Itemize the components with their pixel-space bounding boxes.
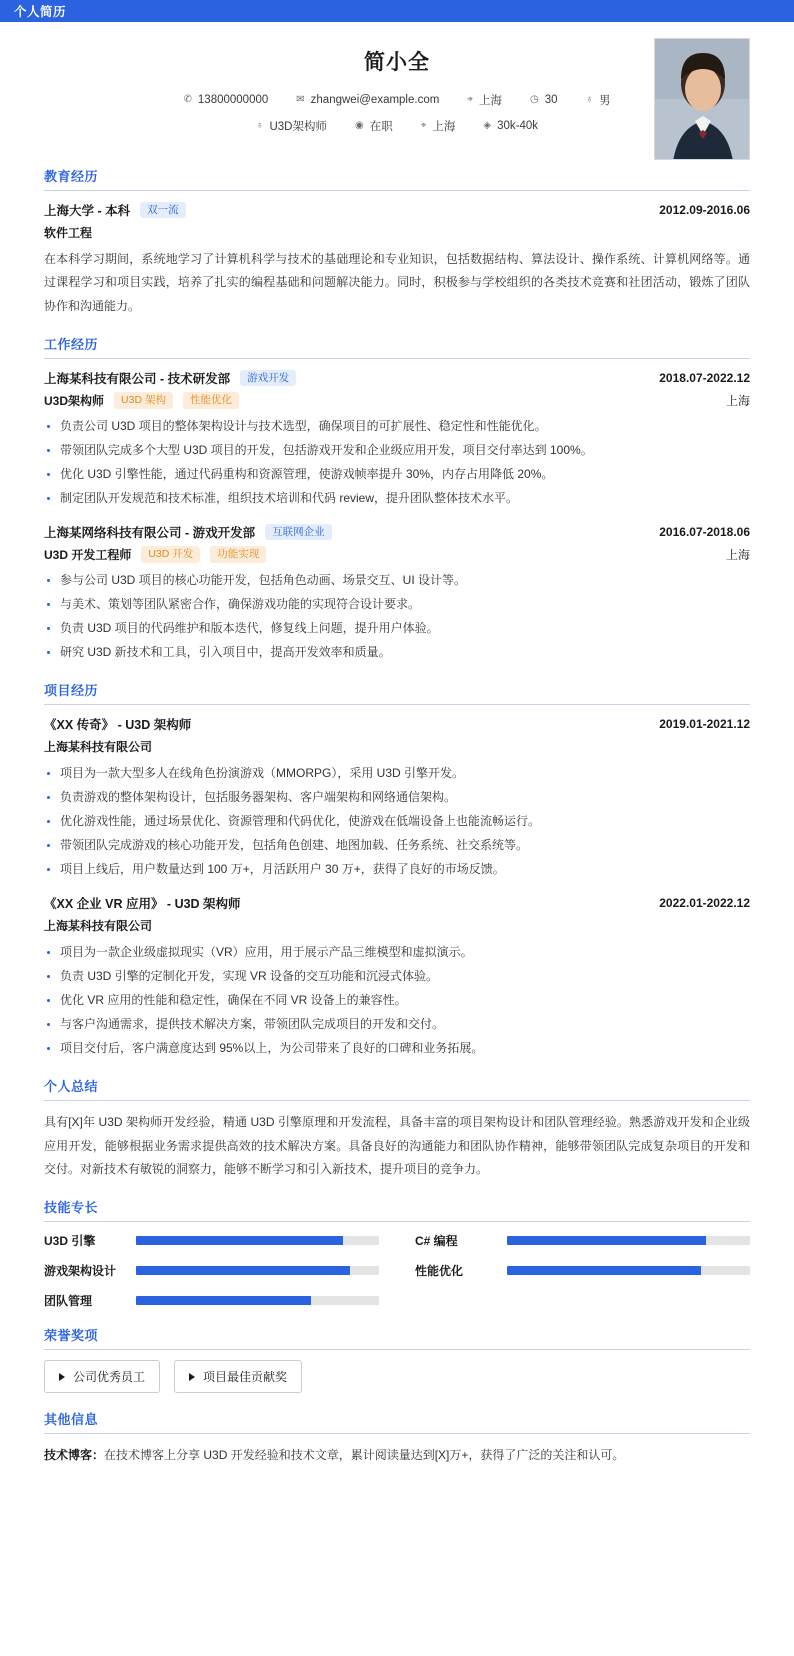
list-item: • 优化 VR 应用的性能和稳定性，确保在不同 VR 设备上的兼容性。 <box>60 988 750 1012</box>
work-role-line <box>44 392 750 409</box>
list-item: • 负责 U3D 引擎的定制化开发，实现 VR 设备的交互功能和沉浸式体验。 <box>60 964 750 988</box>
list-item: • 带领团队完成游戏的核心功能开发，包括角色创建、地图加载、任务系统、社交系统等。 <box>60 833 750 857</box>
contact-row <box>44 92 750 108</box>
project-name: 《XX 企业 VR 应用》 - U3D 架构师 <box>44 897 241 912</box>
skill-bar <box>507 1236 750 1245</box>
section-title-projects: 项目经历 <box>44 680 750 705</box>
job-title <box>256 118 327 134</box>
job-status <box>355 118 393 134</box>
contact-gender <box>585 92 610 108</box>
skill-item <box>44 1292 379 1309</box>
job-city-value: 上海 <box>432 121 456 133</box>
section-other <box>44 1409 750 1467</box>
project-bullets <box>44 940 750 1060</box>
work-tag: 游戏开发 <box>240 370 296 387</box>
contact-phone <box>184 94 269 106</box>
job-meta-row <box>44 118 750 134</box>
awards-list <box>44 1360 750 1393</box>
work-role: U3D 开发工程师 <box>44 548 132 563</box>
list-item: • 带领团队完成多个大型 U3D 项目的开发，包括游戏开发和企业级应用开发，项目交付率达到 100%。 <box>60 438 750 462</box>
work-role-tag-1: U3D 开发 <box>141 546 200 563</box>
skill-bar <box>136 1296 379 1305</box>
education-major: 软件工程 <box>44 226 93 240</box>
avatar <box>654 38 750 160</box>
project-bullets <box>44 761 750 881</box>
section-work <box>44 334 750 664</box>
project-item-head <box>44 894 750 912</box>
work-role-tag-2: 性能优化 <box>183 392 239 409</box>
education-date: 2012.09-2016.06 <box>659 203 750 217</box>
work-item <box>44 369 750 510</box>
work-org-wrap <box>44 523 332 541</box>
contact-age-value: 30 <box>544 94 558 106</box>
location-icon: ⌖ <box>467 94 473 105</box>
skill-label: C# 编程 <box>415 1234 458 1249</box>
work-city: 上海 <box>725 548 750 563</box>
job-city <box>421 118 456 134</box>
work-role-wrap <box>44 546 266 563</box>
play-triangle-icon <box>189 1373 195 1381</box>
list-item: • 参与公司 U3D 项目的核心功能开发，包括角色动画、场景交互、UI 设计等。 <box>60 568 750 592</box>
age-icon: ◷ <box>529 94 539 105</box>
list-item: • 与客户沟通需求，提供技术解决方案，带领团队完成项目的开发和交付。 <box>60 1012 750 1036</box>
skill-label: 性能优化 <box>415 1264 464 1279</box>
phone-icon: ✆ <box>183 94 192 105</box>
work-tag: 互联网企业 <box>265 524 332 541</box>
skill-label: U3D 引擎 <box>44 1234 96 1249</box>
education-item-head <box>44 201 750 219</box>
resume-header <box>44 22 750 150</box>
job-salary-value: 30k-40k <box>497 120 538 132</box>
list-item: • 与美术、策划等团队紧密合作，确保游戏功能的实现符合设计要求。 <box>60 592 750 616</box>
project-item-head <box>44 715 750 733</box>
work-city: 上海 <box>725 394 750 409</box>
skill-bar <box>507 1266 750 1275</box>
summary-text: 具有[X]年 U3D 架构师开发经验，精通 U3D 引擎原理和开发流程，具备丰富的项目架构设计和团队管理经验。熟悉游戏开发和企业级应用开发，能够根据业务需求提供高效的技术解决方案。具备良好的沟通能力和团队协作精神，能够带领团队完成复杂项目的开发和交付。对新技术有敏锐的洞察力，能够不断学习和引入新技术，提升项目的竞争力。 <box>44 1115 750 1176</box>
play-triangle-icon <box>59 1373 65 1381</box>
list-item: • 制定团队开发规范和技术标准，组织技术培训和代码 review，提升团队整体技术水平。 <box>60 486 750 510</box>
portrait-photo <box>655 39 750 160</box>
project-item <box>44 894 750 1060</box>
list-item: • 项目为一款企业级虚拟现实（VR）应用，用于展示产品三维模型和虚拟演示。 <box>60 940 750 964</box>
skill-item <box>44 1262 379 1279</box>
education-tag: 双一流 <box>140 202 186 219</box>
list-item: • 负责公司 U3D 项目的整体架构设计与技术选型，确保项目的可扩展性、稳定性和性能优化。 <box>60 414 750 438</box>
contact-email <box>296 94 439 106</box>
window-title-bar <box>0 0 794 22</box>
award-item <box>174 1360 302 1393</box>
resume-page <box>0 22 794 1487</box>
section-summary <box>44 1076 750 1181</box>
work-role-line <box>44 546 750 563</box>
skill-item <box>415 1232 750 1249</box>
page-title: 简小全 <box>364 51 430 74</box>
section-projects <box>44 680 750 1060</box>
work-item-head <box>44 369 750 387</box>
job-status-value: 在职 <box>369 121 393 133</box>
skill-bar <box>136 1236 379 1245</box>
gender-icon: ♁ <box>585 94 593 105</box>
list-item: • 优化 U3D 引擎性能，通过代码重构和资源管理，使游戏帧率提升 30%，内存占用降低 20%。 <box>60 462 750 486</box>
list-item: • 研究 U3D 新技术和工具，引入项目中，提高开发效率和质量。 <box>60 640 750 664</box>
skill-bar <box>136 1266 379 1275</box>
work-bullets <box>44 414 750 510</box>
award-item <box>44 1360 160 1393</box>
work-bullets <box>44 568 750 664</box>
project-company: 上海某科技有限公司 <box>44 740 153 755</box>
list-item: • 优化游戏性能，通过场景优化、资源管理和代码优化，使游戏在低端设备上也能流畅运行。 <box>60 809 750 833</box>
work-role-tag-1: U3D 架构 <box>114 392 173 409</box>
section-title-skills: 技能专长 <box>44 1197 750 1222</box>
education-org-wrap <box>44 201 186 219</box>
contact-location <box>467 92 502 108</box>
work-role-wrap <box>44 392 239 409</box>
briefcase-icon: ♁ <box>255 120 264 131</box>
other-info-line <box>44 1444 750 1467</box>
section-title-awards: 荣誉奖项 <box>44 1325 750 1350</box>
work-org: 上海某科技有限公司 - 技术研发部 <box>44 372 231 387</box>
list-item: • 项目交付后，客户满意度达到 95%以上，为公司带来了良好的口碑和业务拓展。 <box>60 1036 750 1060</box>
work-role-tag-2: 功能实现 <box>210 546 266 563</box>
list-item: • 负责游戏的整体架构设计，包括服务器架构、客户端架构和网络通信架构。 <box>60 785 750 809</box>
work-item <box>44 523 750 664</box>
skill-item <box>44 1232 379 1249</box>
section-awards <box>44 1325 750 1393</box>
project-date: 2019.01-2021.12 <box>659 717 750 732</box>
contact-age <box>530 94 558 106</box>
work-item-head <box>44 523 750 541</box>
award-label: 项目最佳贡献奖 <box>203 1370 288 1385</box>
window-title: 个人简历 <box>14 5 67 19</box>
skill-item <box>415 1262 750 1279</box>
section-title-other: 其他信息 <box>44 1409 750 1434</box>
education-item <box>44 201 750 318</box>
mail-icon: ✉ <box>296 94 305 105</box>
other-info-label: 技术博客： <box>44 1448 105 1463</box>
project-date: 2022.01-2022.12 <box>659 896 750 911</box>
contact-phone-value: 13800000000 <box>197 94 269 106</box>
list-item: • 项目上线后，用户数量达到 100 万+，月活跃用户 30 万+，获得了良好的市场反馈。 <box>60 857 750 881</box>
section-title-education: 教育经历 <box>44 166 750 191</box>
contact-email-value: zhangwei@example.com <box>310 94 440 106</box>
skill-label: 游戏架构设计 <box>44 1264 117 1279</box>
section-skills <box>44 1197 750 1309</box>
skill-label: 团队管理 <box>44 1294 93 1309</box>
list-item: • 项目为一款大型多人在线角色扮演游戏（MMORPG），采用 U3D 引擎开发。 <box>60 761 750 785</box>
job-salary <box>483 120 538 132</box>
section-education <box>44 166 750 318</box>
other-info-text: 在技术博客上分享 U3D 开发经验和技术文章，累计阅读量达到[X]万+，获得了广泛的关注和认可。 <box>104 1448 625 1463</box>
work-date: 2018.07-2022.12 <box>659 371 750 386</box>
city-icon: ⌖ <box>420 120 427 131</box>
work-role: U3D架构师 <box>44 394 105 409</box>
work-date: 2016.07-2018.06 <box>659 525 750 540</box>
project-name: 《XX 传奇》 - U3D 架构师 <box>44 718 192 733</box>
education-org: 上海大学 - 本科 <box>44 204 131 218</box>
contact-location-value: 上海 <box>478 95 502 107</box>
work-org: 上海某网络科技有限公司 - 游戏开发部 <box>44 526 256 541</box>
status-icon: ◉ <box>355 120 364 131</box>
section-title-work: 工作经历 <box>44 334 750 359</box>
work-org-wrap <box>44 369 296 387</box>
contact-gender-value: 男 <box>598 95 611 107</box>
award-label: 公司优秀员工 <box>73 1370 146 1385</box>
list-item: • 负责 U3D 项目的代码维护和版本迭代，修复线上问题，提升用户体验。 <box>60 616 750 640</box>
education-desc: 在本科学习期间，系统地学习了计算机科学与技术的基础理论和专业知识，包括数据结构、算法设计、操作系统、计算机网络等。通过课程学习和项目实践，培养了扎实的编程基础和问题解决能力。同时，积极参与学校组织的各类技术竞赛和社团活动，锻炼了团队协作和沟通能力。 <box>44 252 750 313</box>
project-item <box>44 715 750 881</box>
skills-grid <box>44 1232 750 1309</box>
job-title-value: U3D架构师 <box>269 121 327 133</box>
project-company: 上海某科技有限公司 <box>44 919 153 934</box>
section-title-summary: 个人总结 <box>44 1076 750 1101</box>
salary-icon: ◈ <box>483 120 492 131</box>
